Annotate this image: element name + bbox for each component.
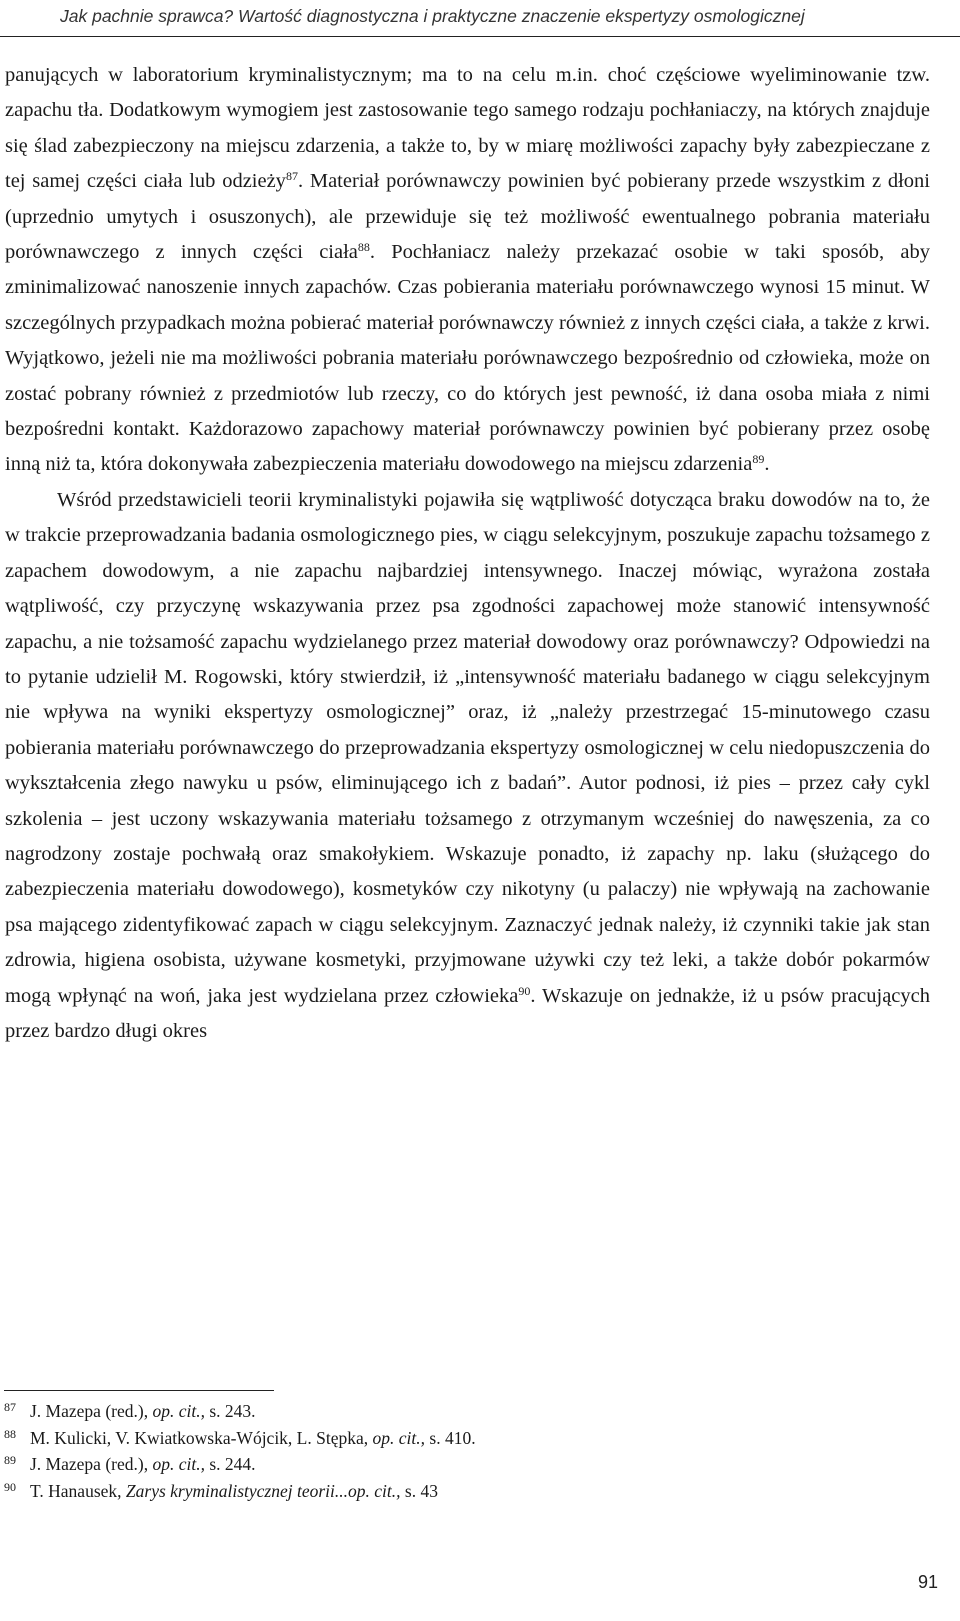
footnote-87 bbox=[4, 1398, 904, 1425]
footnote-number: 90 bbox=[4, 1479, 16, 1494]
footnote-ref-87[interactable]: 87 bbox=[285, 169, 298, 184]
footnote-author: J. Mazepa (red.), bbox=[30, 1454, 153, 1474]
footnote-text bbox=[30, 1451, 256, 1478]
footnote-text bbox=[30, 1398, 256, 1425]
footnote-page: s. 410. bbox=[425, 1427, 476, 1448]
paragraph-1 bbox=[5, 58, 930, 483]
footnote-page: s. 43 bbox=[400, 1480, 438, 1501]
footnote-89 bbox=[4, 1451, 904, 1478]
header-rule bbox=[0, 36, 960, 37]
footnote-page: s. 243. bbox=[204, 1401, 256, 1421]
footnote-italic: op. cit., bbox=[152, 1401, 205, 1421]
running-header bbox=[60, 4, 934, 28]
paragraph-2 bbox=[5, 483, 930, 1050]
footnote-88 bbox=[4, 1425, 904, 1452]
footnote-author: M. Kulicki, V. Kwiatkowska-Wójcik, L. Stępka, bbox=[30, 1427, 373, 1448]
footnote-italic: op. cit., bbox=[372, 1427, 426, 1448]
paragraph-text: . bbox=[764, 453, 770, 476]
running-title: Jak pachnie sprawca? Wartość diagnostyczna i praktyczne znaczenie ekspertyzy osmologicznej bbox=[60, 6, 805, 26]
paragraph-text: . Wskazuje on jednakże, iż u psów pracujących przez bardzo długi okres bbox=[5, 984, 931, 1042]
footnote-italic: op. cit., bbox=[152, 1454, 205, 1474]
footnote-90 bbox=[4, 1478, 904, 1505]
paragraph-text: panujących w laboratorium kryminalistycznym; ma to na celu m.in. choć częściowe wyeliminowanie tzw. zapachu tła. Dodatkowym wymogiem jest zastosowanie tego samego rodzaju pochłaniaczy, na których znajduje się ślad zabezpieczony na miejscu zdarzenia, a także to, by w miarę możliwości zapachy były zabezpieczane z tej samej części ciała lub odzieży bbox=[5, 64, 930, 193]
footnote-text bbox=[30, 1478, 438, 1505]
footnote-rule bbox=[4, 1390, 274, 1391]
footnote-author: T. Hanausek, bbox=[30, 1480, 126, 1501]
footnote-page: s. 244. bbox=[204, 1454, 256, 1474]
footnote-number: 89 bbox=[4, 1453, 16, 1467]
paragraph-text: Wśród przedstawicieli teorii kryminalistyki pojawiła się wątpliwość dotycząca braku dowodów na to, że w trakcie przeprowadzania badania osmologicznego pies, w ciągu selekcyjnym, poszukuje zapachu tożsamego z zapachem dowodowym, a nie zapachu najbardziej intensywnego. Inaczej mówiąc, wyrażona została wątpliwość, czy przyczynę wskazywania przez psa zgodności zapachowej może stanowić intensywność zapachu, a nie tożsamość zapachu wydzielanego przez materiał dowodowy oraz porównawczy? Odpowiedzi na to pytanie udzielił M. Rogowski, który stwierdził, iż „intensywność materiału badanego w ciągu selekcyjnym nie wpływa na wyniki ekspertyzy osmologicznej” oraz, iż „należy przestrzegać 15-minutowego czasu pobierania materiału porównawczego do przeprowadzania ekspertyzy osmologicznej w celu niedopuszczenia do wykształcenia złego nawyku u psów, eliminującego ich z badań”. Autor podnosi, iż pies – przez cały cykl szkolenia – jest uczony wskazywania materiału tożsamego z otrzymanym wcześniej do nawęszenia, za co nagrodzony zostaje pochwałą oraz smakołykiem. Wskazuje ponadto, iż zapachy np. laku (służącego do zabezpieczenia materiału dowodowego), kosmetyków czy nikotyny (u palaczy) nie wpływają na zachowanie psa mającego zidentyfikować zapach w ciągu selekcyjnym. Zaznaczyć jednak należy, iż czynniki takie jak stan zdrowia, higiena osobista, używane kosmetyki, przyjmowane używki czy też leki, a także dobór pokarmów mogą wpłynąć na woń, jaka jest wydzielana przez człowieka bbox=[5, 488, 930, 1007]
page-number: 91 bbox=[917, 1572, 938, 1592]
footnote-author: J. Mazepa (red.), bbox=[30, 1401, 153, 1421]
body-text bbox=[5, 58, 930, 1049]
footnote-ref-88[interactable]: 88 bbox=[357, 240, 370, 255]
footnote-ref-90[interactable]: 90 bbox=[518, 983, 531, 998]
footnotes bbox=[4, 1398, 904, 1504]
footnote-number: 88 bbox=[4, 1426, 16, 1441]
paragraph-text: . Materiał porównawczy powinien być pobierany przede wszystkim z dłoni (uprzednio umytych i osuszonych), ale przewiduje się też możliwość ewentualnego pobrania materiału porównawczego z innych części ciała bbox=[5, 170, 930, 264]
footnote-italic: Zarys kryminalistycznej teorii...op. cit., bbox=[125, 1480, 401, 1501]
footnote-number: 87 bbox=[4, 1400, 16, 1414]
footnote-ref-89[interactable]: 89 bbox=[752, 452, 765, 467]
paragraph-text: . Pochłaniacz należy przekazać osobie w taki sposób, aby zminimalizować nanoszenie innych zapachów. Czas pobierania materiału porównawczego wynosi 15 minut. W szczególnych przypadkach można pobierać materiał porównawczy również z innych części ciała, a także z krwi. Wyjątkowo, jeżeli nie ma możliwości pobrania materiału porównawczego bezpośrednio od człowieka, może on zostać pobrany również z przedmiotów lub rzeczy, co do których jest pewność, iż dana osoba miała z nimi bezpośredni kontakt. Każdorazowo zapachowy materiał porównawczy powinien być pobierany przez osobę inną niż ta, która dokonywała zabezpieczenia materiału dowodowego na miejscu zdarzenia bbox=[5, 241, 931, 476]
footnote-text bbox=[30, 1425, 476, 1452]
